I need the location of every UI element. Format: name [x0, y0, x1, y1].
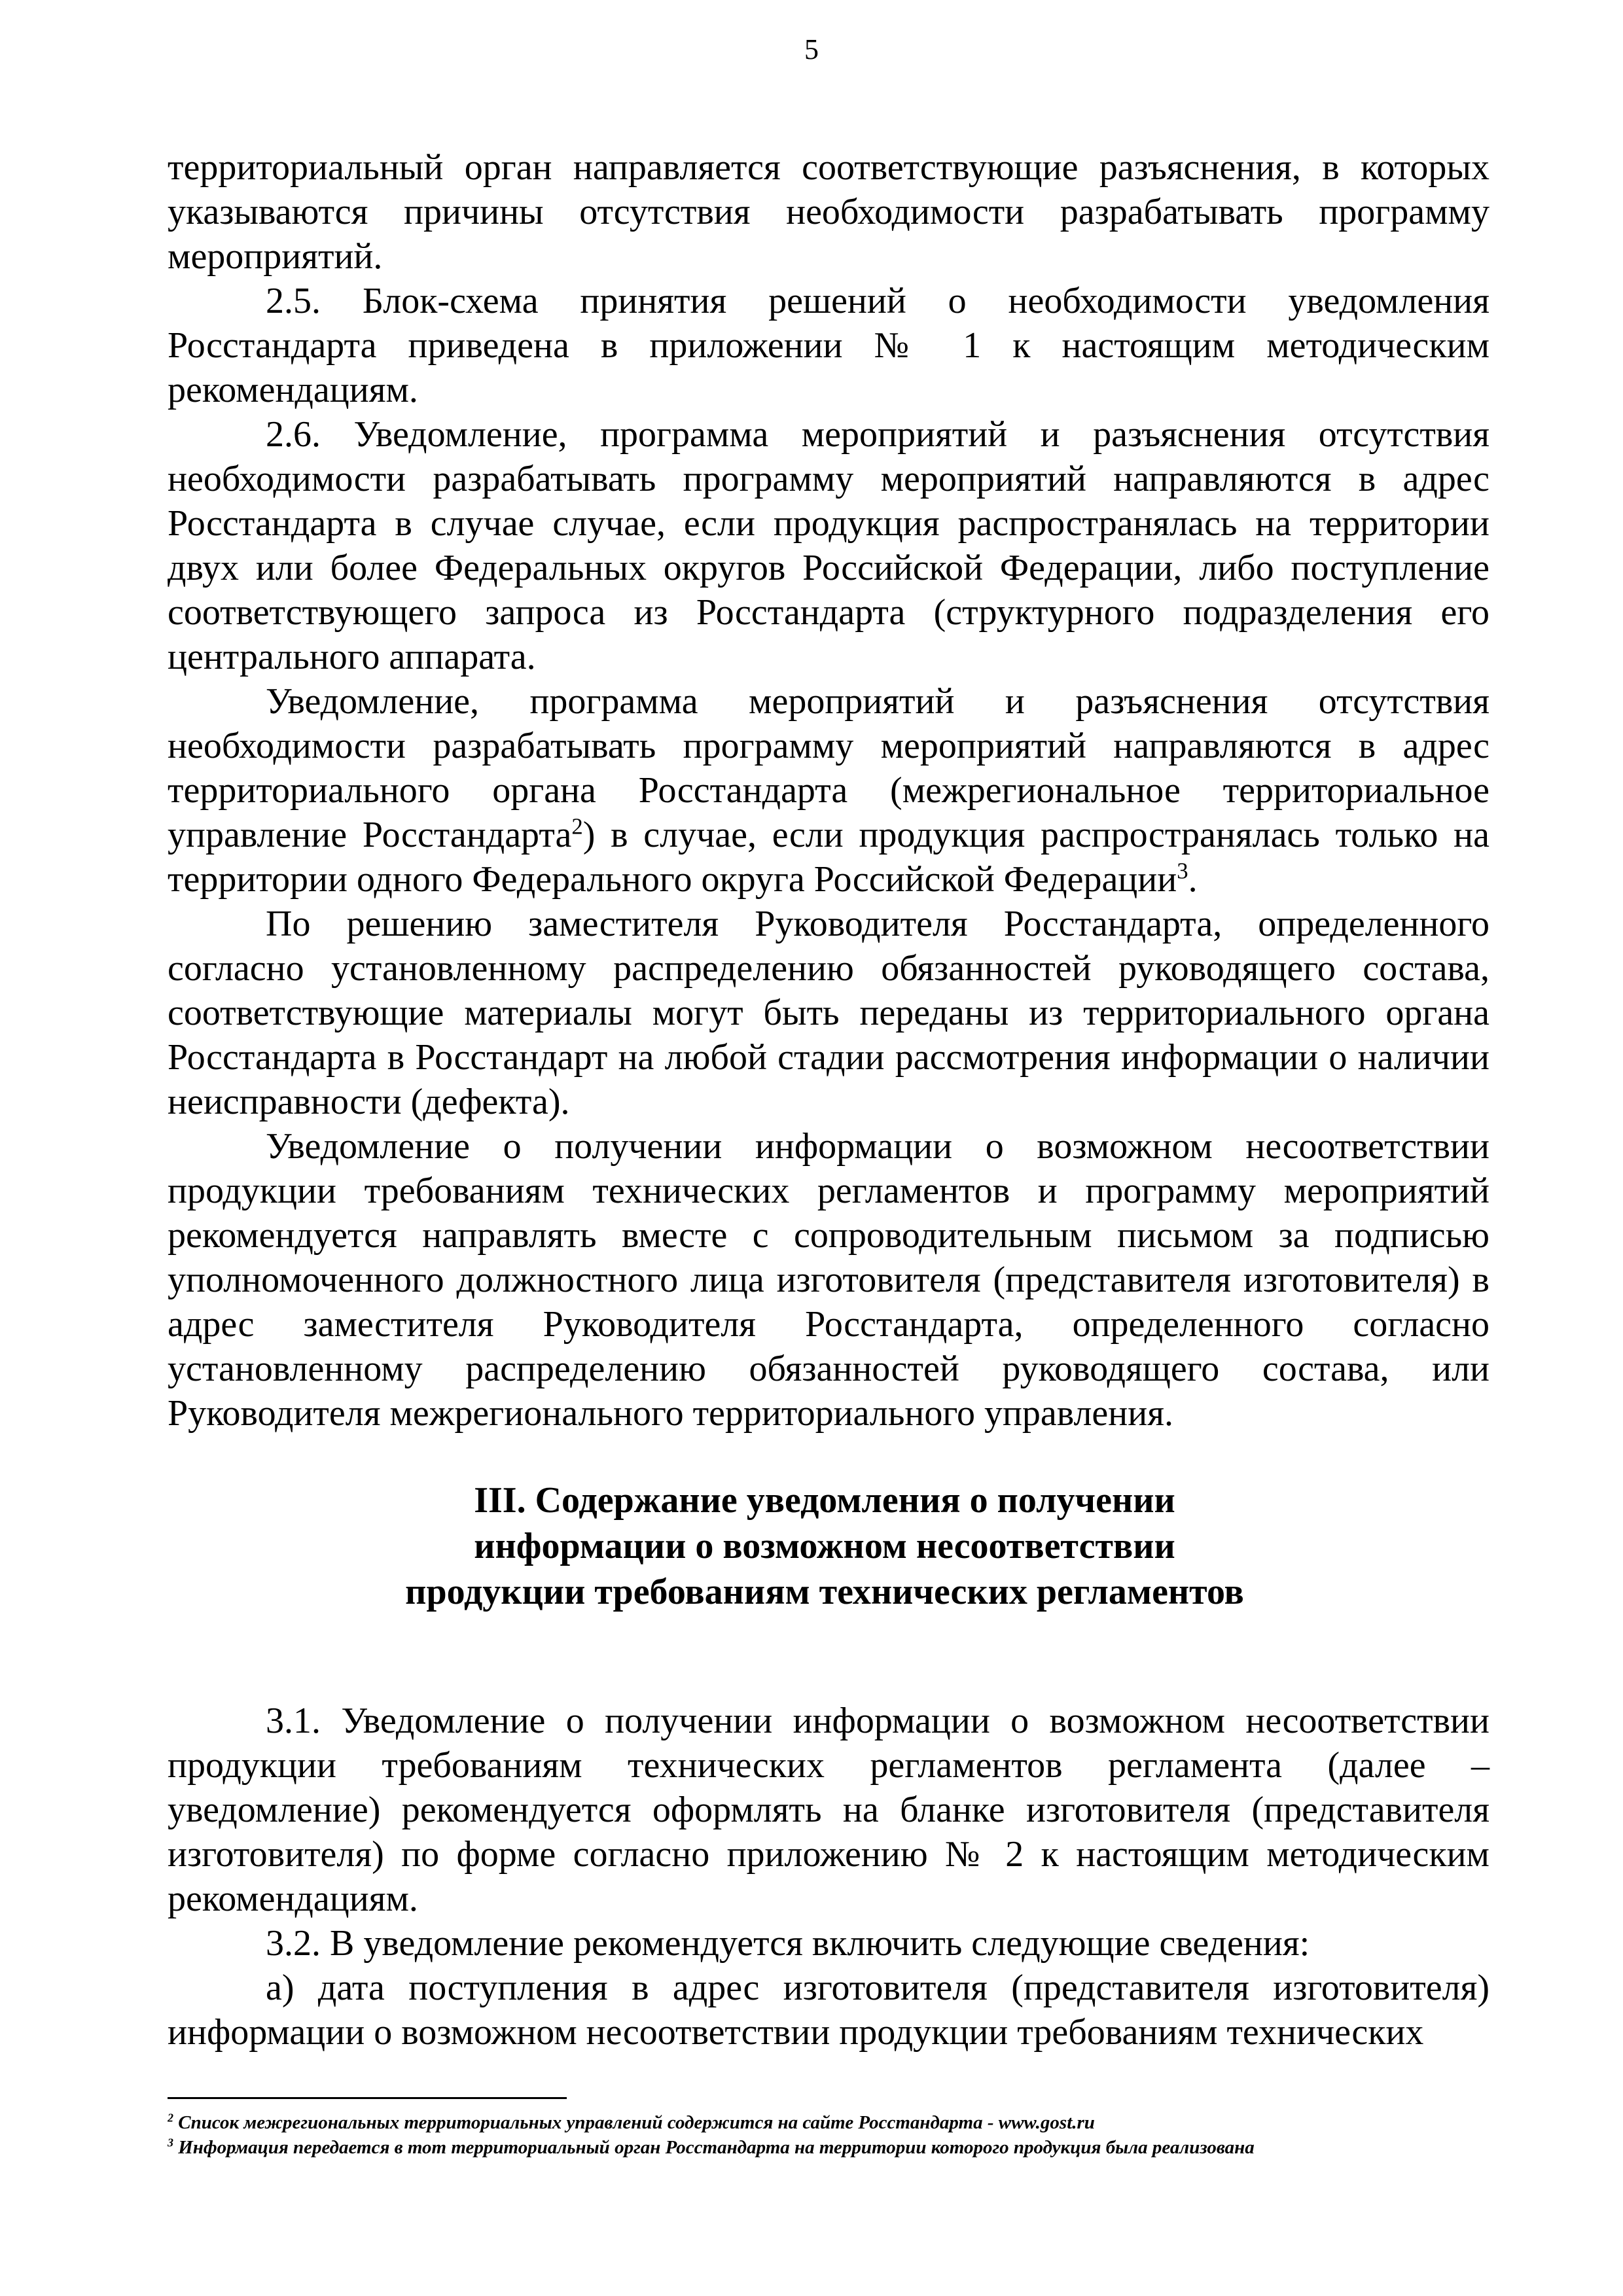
- paragraph-cover-letter: Уведомление о получении информации о возможном несоответствии продукции требованиям технических регламентов и программу мероприятий рекомендуется направлять вместе с сопроводительным письмом за подписью уполномоченного должностного лица изготовителя (представителя изготовителя) в адрес заместителя Руководителя Росстандарта, определенного согласно установленному распределению обязанностей руководящего состава, или Руководителя межрегионального территориального управления.: [168, 1126, 1489, 1434]
- paragraph-continuation: территориальный орган направляется соответствующие разъяснения, в которых указываются причины отсутствия необходимости разрабатывать программу мероприятий.: [168, 147, 1489, 277]
- paragraph-territorial-notification: [168, 679, 1489, 902]
- footnote-ref-3: 3: [1177, 858, 1188, 884]
- paragraph-part: ) в случае, если продукция распространялась только на территории одного Федерального округа Российской Федерации: [168, 815, 1489, 900]
- footnote-2: [168, 2110, 1489, 2135]
- footnote-text: Список межрегиональных территориальных управлений содержится на сайте Росстандарта - www.gost.ru: [173, 2112, 1095, 2133]
- section-3-text: [168, 1699, 1489, 2055]
- footnote-divider: [168, 2097, 567, 2099]
- paragraph-2-6: 2.6. Уведомление, программа мероприятий и разъяснения отсутствия необходимости разрабатывать программу мероприятий направляются в адрес Росстандарта в случае случае, если продукция распространялась на территории двух или более Федеральных округов Российской Федерации, либо поступление соответствующего запроса из Росстандарта (структурного подразделения его центрального аппарата.: [168, 414, 1489, 677]
- paragraph-2-5: 2.5. Блок-схема принятия решений о необходимости уведомления Росстандарта приведена в приложении № 1 к настоящим методическим рекомендациям.: [168, 281, 1489, 410]
- body-text: [168, 145, 1489, 1436]
- footnotes: [168, 2110, 1489, 2160]
- paragraph-part: Уведомление, программа мероприятий и разъяснения отсутствия необходимости разрабатывать программу мероприятий направляются в адрес территориального органа Росстандарта (межрегиональное территориальное управление Росстандарта: [168, 681, 1489, 855]
- paragraph-3-2: 3.2. В уведомление рекомендуется включить следующие сведения:: [266, 1923, 1310, 1964]
- footnote-mark: 3: [168, 2136, 173, 2149]
- footnote-ref-2: 2: [571, 813, 583, 839]
- footnote-3: [168, 2135, 1489, 2160]
- section-heading: III. Содержание уведомления о получении информации о возможном несоответствии продукции требованиям технических регламентов: [405, 1480, 1244, 1612]
- footnote-text: Информация передается в тот территориальный орган Росстандарта на территории которого продукция была реализована: [173, 2137, 1255, 2158]
- footnote-mark: 2: [168, 2111, 173, 2125]
- paragraph-3-2-a: а) дата поступления в адрес изготовителя (представителя изготовителя) информации о возможном несоответствии продукции требованиям технических: [168, 1968, 1489, 2053]
- page-number: 5: [804, 33, 819, 65]
- paragraph-3-1: 3.1. Уведомление о получении информации о возможном несоответствии продукции требованиям технических регламентов регламента (далее – уведомление) рекомендуется оформлять на бланке изготовителя (представителя изготовителя) по форме согласно приложению № 2 к настоящим методическим рекомендациям.: [168, 1701, 1489, 1919]
- paragraph-deputy-decision: По решению заместителя Руководителя Росстандарта, определенного согласно установленному распределению обязанностей руководящего состава, соответствующие материалы могут быть переданы из территориального органа Росстандарта в Росстандарт на любой стадии рассмотрения информации о наличии неисправности (дефекта).: [168, 904, 1489, 1122]
- paragraph-part: .: [1188, 859, 1198, 900]
